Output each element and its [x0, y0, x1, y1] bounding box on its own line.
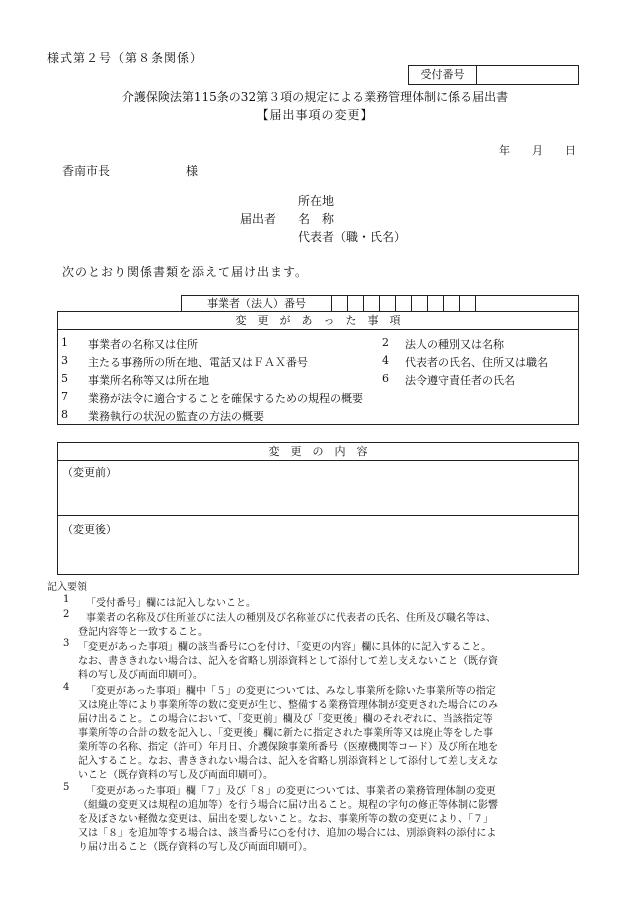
- business-number-cell[interactable]: [412, 296, 428, 311]
- note-line: いこと（既存資料の写し及び両面印刷可）。: [78, 770, 273, 781]
- business-number-cell[interactable]: [396, 296, 412, 311]
- after-field[interactable]: [58, 516, 578, 574]
- document-title: 介護保険法第115条の32第３項の規定による業務管理体制に係る届出書: [121, 90, 509, 104]
- note-line: 又は「８」を追加等する場合は、該当番号に○を付け、追加の場合には、別添資料の添付によ: [78, 828, 497, 839]
- business-number-row: [181, 295, 579, 312]
- addressee-honorific: 様: [186, 164, 199, 178]
- change-item-number[interactable]: 4: [382, 354, 389, 367]
- change-item-text: 主たる事務所の所在地、電話又はＦＡＸ番号: [88, 356, 308, 369]
- business-number-cell[interactable]: [444, 296, 460, 311]
- business-number-cell[interactable]: [332, 296, 348, 311]
- form-number: 様式第２号（第８条関係）: [47, 51, 204, 65]
- change-item-number[interactable]: 7: [61, 390, 68, 403]
- change-item-number[interactable]: 2: [382, 336, 389, 349]
- note-number: 5: [63, 782, 70, 793]
- change-contents-table: [57, 442, 579, 575]
- note-line: なお、書ききれない場合は、記入を省略し別添資料として添付して差し支えないこと（既存資: [78, 656, 498, 667]
- note-line: 「変更があった事項」欄「７」及び「８」の変更については、事業者の業務管理体制の変更: [86, 786, 496, 797]
- note-line: 業所等の名称、指定（許可）年月日、介護保険事業所番号（医療機関等コード）及び所在地を: [78, 742, 498, 753]
- change-item-number[interactable]: 6: [382, 372, 389, 385]
- address-label: 所在地: [298, 194, 335, 208]
- change-item-text: 業務が法令に適合することを確保するための規程の概要: [88, 392, 363, 405]
- change-item-text: 代表者の氏名、住所又は職名: [405, 356, 548, 369]
- changes-header: 変 更 が あ っ た 事 項: [58, 312, 578, 330]
- changes-table: [57, 311, 579, 425]
- change-item-number[interactable]: 1: [61, 336, 68, 349]
- note-line: 「受付番号」欄には記入しないこと。: [86, 598, 256, 609]
- note-line: 料の写し及び両面印刷可）。: [78, 670, 203, 681]
- note-line: 事業所等の合計の数を記入し、「変更後」欄に新たに指定された事業所等又は廃止等をした事: [78, 728, 493, 739]
- document-subtitle: 【届出事項の変更】: [256, 108, 374, 122]
- date-line: 年 月 日: [499, 144, 576, 157]
- note-number: 2: [63, 609, 70, 620]
- change-item-text: 事業者の名称又は住所: [88, 338, 198, 351]
- change-item-number[interactable]: 8: [61, 408, 68, 421]
- applicant-label: 届出者: [240, 212, 277, 226]
- note-number: 1: [63, 594, 70, 605]
- before-label: （変更前）: [62, 466, 117, 479]
- change-item-text: 法人の種別又は名称: [405, 338, 504, 351]
- after-label: （変更後）: [62, 523, 117, 536]
- change-contents-header: 変 更 の 内 容: [58, 443, 578, 461]
- business-number-cell[interactable]: [428, 296, 444, 311]
- business-number-label: 事業者（法人）番号: [182, 296, 332, 311]
- note-line: 事業者の名称及び住所並びに法人の種別及び名称並びに代表者の氏名、住所及び職名等は、: [86, 613, 496, 624]
- change-item-number[interactable]: 5: [61, 372, 68, 385]
- receipt-number-field[interactable]: [477, 66, 578, 84]
- business-number-cell[interactable]: [364, 296, 380, 311]
- intro-text: 次のとおり関係書類を添えて届け出ます。: [62, 265, 309, 279]
- note-line: を及ぼさない軽微な変更は、届出を要しないこと。なお、事業所等の数の変更により、「７」: [78, 814, 493, 825]
- note-line: 届け出ること。この場合において、「変更前」欄及び「変更後」欄のそれぞれに、当該指定等: [78, 714, 493, 725]
- business-number-cell[interactable]: [348, 296, 364, 311]
- note-number: 4: [63, 682, 70, 693]
- note-number: 3: [63, 638, 70, 649]
- note-line: 「変更があった事項」欄中「５」の変更については、みなし事業所を除いた事業所等の指定: [86, 686, 496, 697]
- addressee: 香南市長: [62, 164, 111, 178]
- representative-label: 代表者（職・氏名）: [298, 230, 407, 244]
- before-field[interactable]: [58, 461, 578, 516]
- business-number-cell[interactable]: [380, 296, 396, 311]
- note-line: 記入すること。なお、書ききれない場合は、記入を省略し別添資料として添付して差し支えな: [78, 756, 498, 767]
- name-label: 名 称: [298, 212, 335, 226]
- change-item-text: 事業所名称等又は所在地: [88, 374, 209, 387]
- note-line: り届け出ること（既存資料の写し及び両面印刷可）。: [78, 842, 313, 853]
- note-line: 又は廃止等により事業所等の数に変更が生じ、整備する業務管理体制が変更された場合にのみ: [78, 700, 498, 711]
- note-line: 登記内容等と一致すること。: [78, 627, 208, 638]
- notes-title: 記入要領: [47, 582, 87, 593]
- business-number-cell[interactable]: [460, 296, 476, 311]
- change-item-text: 法令遵守責任者の氏名: [405, 374, 515, 387]
- change-item-number[interactable]: 3: [61, 354, 68, 367]
- business-number-cell[interactable]: [476, 296, 578, 311]
- note-line: （組織の変更又は規程の追加等）を行う場合に届け出ること。規程の字句の修正等体制に影響: [78, 800, 498, 811]
- note-line: 「変更があった事項」欄の該当番号に○を付け、「変更の内容」欄に具体的に記入すること。: [78, 642, 492, 653]
- receipt-number-label: 受付番号: [409, 66, 477, 84]
- receipt-number-box: [408, 65, 579, 85]
- change-item-text: 業務執行の状況の監査の方法の概要: [88, 410, 264, 423]
